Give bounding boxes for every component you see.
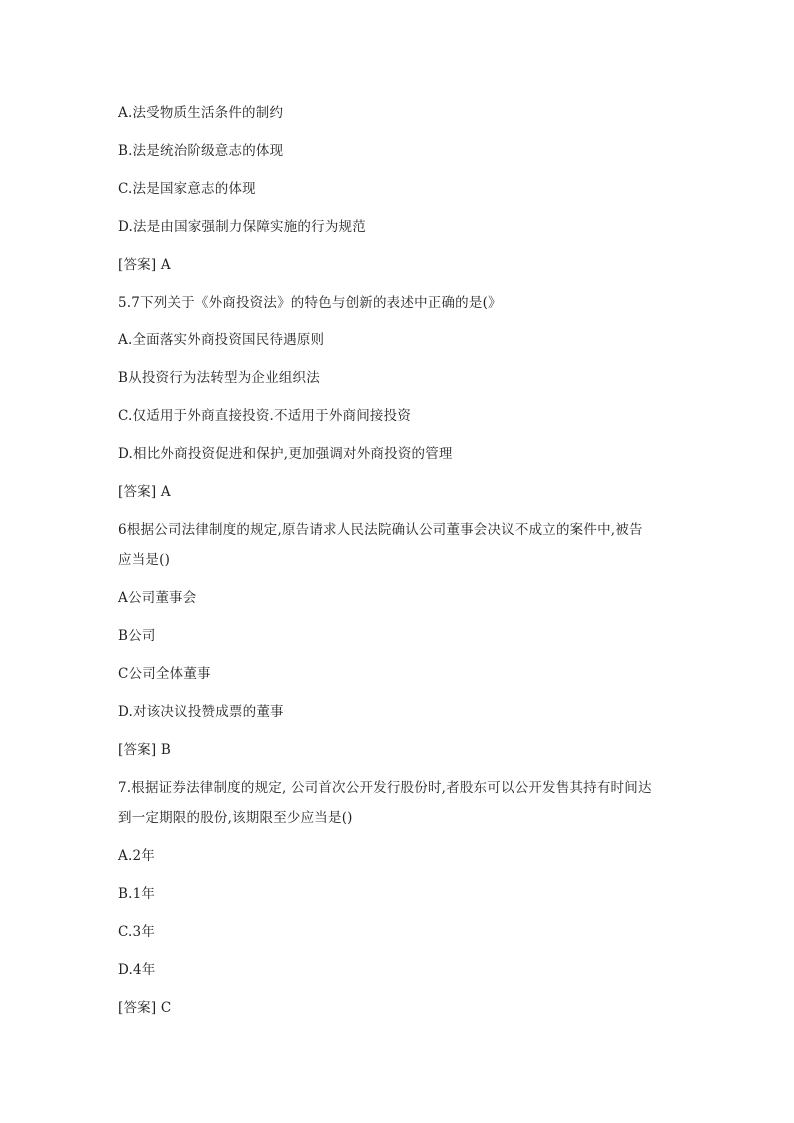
question-6-stem-line-2: 应当是() [118, 552, 171, 568]
option-b: B从投资行为法转型为企业组织法 [118, 370, 320, 386]
answer-line: [答案] B [118, 742, 171, 758]
option-d: D.相比外商投资促进和保护,更加强调对外商投资的管理 [118, 446, 453, 462]
question-6-stem-line-1: 6根据公司法律制度的规定,原告请求人民法院确认公司董事会决议不成立的案件中,被告 [118, 522, 643, 538]
option-c: C公司全体董事 [118, 666, 211, 682]
option-d: D.4年 [118, 962, 156, 978]
option-c: C.法是国家意志的体现 [118, 181, 256, 197]
option-b: B.1年 [118, 886, 156, 902]
option-a: A.2年 [118, 848, 155, 864]
question-7-stem-line-1: 7.根据证券法律制度的规定, 公司首次公开发行股份时,者股东可以公开发售其持有时间达 [118, 780, 652, 796]
option-c: C.3年 [118, 924, 156, 940]
answer-line: [答案] A [118, 257, 171, 273]
option-d: D.法是由国家强制力保障实施的行为规范 [118, 219, 366, 235]
option-b: B公司 [118, 628, 156, 644]
option-c: C.仅适用于外商直接投资.不适用于外商间接投资 [118, 408, 412, 424]
option-d: D.对该决议投赞成票的董事 [118, 704, 284, 720]
answer-line: [答案] C [118, 1000, 172, 1016]
option-a: A公司董事会 [118, 590, 197, 606]
question-7-stem-line-2: 到一定期限的股份,该期限至少应当是() [118, 810, 353, 826]
answer-line: [答案] A [118, 484, 171, 500]
option-a: A.法受物质生活条件的制约 [118, 105, 284, 121]
question-5-stem: 5.7下列关于《外商投资法》的特色与创新的表述中正确的是(》 [118, 295, 502, 311]
option-b: B.法是统治阶级意志的体现 [118, 143, 284, 159]
option-a: A.全面落实外商投资国民待遇原则 [118, 332, 325, 348]
